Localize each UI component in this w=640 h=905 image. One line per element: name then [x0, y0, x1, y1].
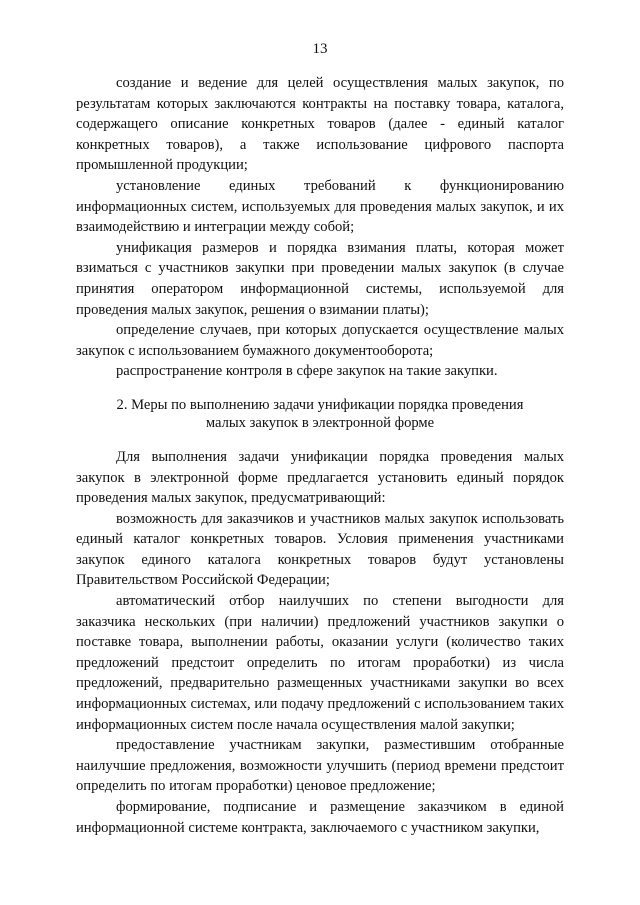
paragraph-control: распространение контроля в сфере закупок на такие закупки. — [116, 363, 498, 380]
section-heading — [76, 396, 564, 433]
document-body — [76, 73, 564, 838]
paragraph-intro: Для выполнения задачи унификации порядка проведения малых закупок в электронной форме предлагается установить единый порядок проведения малых закупок, предусматривающий: — [76, 448, 564, 507]
paragraph-requirements: установление единых требований к функционированию информационных систем, используемых для проведения малых закупок, и их взаимодействию и интеграции между собой; — [76, 177, 564, 236]
paragraph-fee-unification: унификация размеров и порядка взимания платы, которая может взиматься с участников закупки при проведении малых закупок (в случае принятия оператором информационной системы, используемой для проведения малых закупок, решения о взимании платы); — [76, 239, 564, 318]
paragraph-catalog-use: возможность для заказчиков и участников малых закупок использовать единый каталог конкретных товаров. Условия применения участниками закупок единого каталога конкретных товаров будут установлены Правительством Российской Федерации; — [76, 510, 564, 589]
section-heading-line-1: 2. Меры по выполнению задачи унификации порядка проведения — [116, 396, 524, 413]
paragraph-contract-forming: формирование, подписание и размещение заказчиком в единой информационной системе контракта, заключаемого с участником закупки, — [76, 799, 564, 836]
section-heading-line-2: малых закупок в электронной форме — [205, 415, 435, 432]
page-number: 13 — [312, 41, 328, 57]
paragraph-auto-selection: автоматический отбор наилучших по степени выгодности для заказчика нескольких (при наличии) предложений участников закупки о поставке товара, выполнении работы, оказании услуги (количество таких предложений предстоит определить по итогам проработки) из числа предложений, предварительно размещенных участниками закупки во всех информационных системах, или подачу предложений с использованием таких информационных систем после начала осуществления малой закупки; — [76, 593, 564, 733]
paragraph-catalog: создание и ведение для целей осуществления малых закупок, по результатам которых заключаются контракты на поставку товара, каталога, содержащего описание конкретных товаров (далее - единый каталог конкретных товаров), а также использование цифрового паспорта промышленной продукции; — [76, 75, 564, 174]
paragraph-paper-cases: определение случаев, при которых допускается осуществление малых закупок с использованием бумажного документооборота; — [76, 322, 564, 359]
paragraph-price-improvement: предоставление участникам закупки, разместившим отобранные наилучшие предложения, возможности улучшить (период времени предстоит определить по итогам проработки) ценовое предложение; — [76, 737, 564, 795]
